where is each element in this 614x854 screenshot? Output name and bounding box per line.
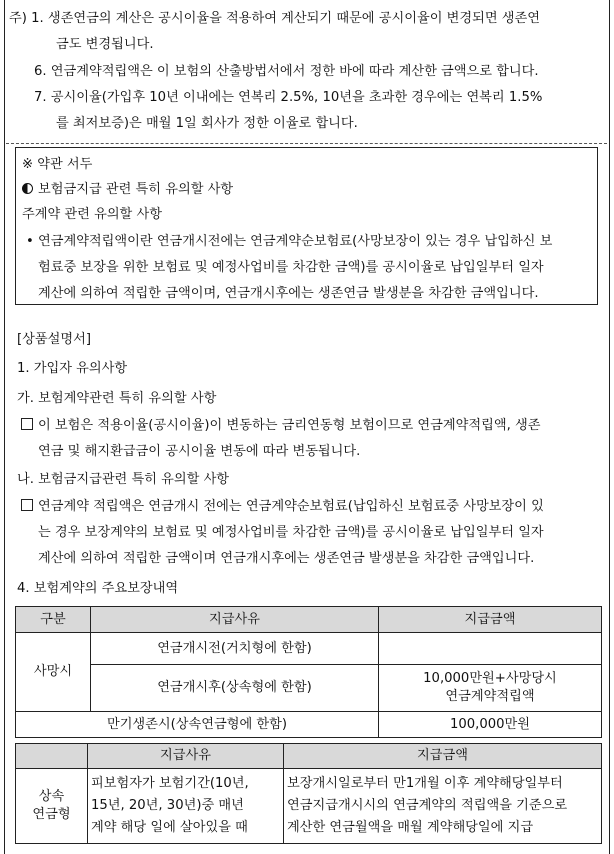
half-circle-icon (22, 183, 33, 194)
row3-reason: 만기생존시(상속연금형에 한함) (16, 712, 379, 738)
divider (6, 143, 607, 144)
header-reason: 지급사유 (88, 744, 284, 769)
page-border-right (609, 0, 610, 854)
terms-heading: ※ 약관 서두 (22, 157, 93, 172)
na-body-3: 계산에 의하여 적립한 금액이며 연금개시후에는 생존연금 발생분을 차감한 금액입니다. (38, 551, 535, 566)
na-body-1: 연금계약 적립액은 연금개시 전에는 연금계약순보험료(납입하신 보험료중 사망보장이 있 (21, 498, 544, 516)
table-row (16, 769, 602, 844)
death-label: 사망시 (16, 633, 91, 712)
row1-reason: 연금개시전(거치형에 한함) (91, 633, 379, 665)
terms-title: 주계약 관련 유의할 사항 (22, 207, 162, 222)
table-row (16, 633, 602, 665)
header-blank (16, 744, 88, 769)
na-title: 나. 보험금지급관련 특히 유의할 사항 (17, 472, 230, 487)
note-7: 7. 공시이율(가입후 10년 이내에는 연복리 2.5%, 10년을 초과한 경우에는 연복리 1.5% (34, 90, 543, 105)
header-amount: 지급금액 (379, 607, 602, 633)
row1-amount (379, 633, 602, 665)
terms-body-3: 계산에 의하여 적립한 금액이며, 연금개시후에는 생존연금 발생분을 차감한 금액입니다. (38, 286, 539, 301)
annuity-reason: 피보험자가 보험기간(10년, 15년, 20년, 30년)중 매년 계약 해당 일에 살아있을 때 (88, 769, 284, 844)
note-6: 6. 연금계약적립액은 이 보험의 산출방법서에서 정한 바에 따라 계산한 금액으로 합니다. (34, 64, 539, 79)
terms-body-1: • 연금계약적립액이란 연금개시전에는 연금계약순보험료(사망보장이 있는 경우 납입하신 보 (26, 234, 553, 249)
checkbox-icon (21, 418, 33, 430)
header-category: 구분 (16, 607, 91, 633)
header-reason: 지급사유 (91, 607, 379, 633)
table-header-row (16, 744, 602, 769)
note-1-cont: 금도 변경됩니다. (56, 37, 154, 52)
annuity-amount: 보장개시일로부터 만1개월 이후 계약해당일부터 연금지급개시시의 연금계약의 적립액을 기준으로 계산한 연금월액을 매월 계약해당일에 지급 (284, 769, 602, 844)
terms-box (15, 147, 598, 305)
ga-body-1: 이 보험은 적용이율(공시이율)이 변동하는 금리연동형 보험이므로 연금계약적립액, 생존 (21, 417, 540, 435)
item-4: 4. 보험계약의 주요보장내역 (17, 581, 179, 596)
table-header-row (16, 607, 602, 633)
annuity-type-label: 상속 연금형 (16, 769, 88, 844)
row2-amount: 10,000만원+사망당시 연금계약적립액 (379, 665, 602, 712)
terms-subheading: 보험금지급 관련 특히 유의할 사항 (22, 181, 233, 199)
coverage-table (15, 606, 602, 738)
annuity-table (15, 743, 602, 844)
row3-amount: 100,000만원 (379, 712, 602, 738)
terms-body-2: 험료중 보장을 위한 보험료 및 예정사업비를 차감한 금액)를 공시이율로 납입일부터 일자 (38, 260, 544, 275)
section-title: [상품설명서] (17, 332, 91, 347)
ga-title: 가. 보험계약관련 특히 유의할 사항 (17, 391, 217, 406)
checkbox-icon (21, 499, 33, 511)
ga-body-2: 연금 및 해지환급금이 공시이율 변동에 따라 변동됩니다. (38, 444, 361, 459)
table-row (16, 665, 602, 712)
page-border-left (4, 0, 5, 854)
item-1: 1. 가입자 유의사항 (17, 361, 128, 376)
note-1: 주) 1. 생존연금의 계산은 공시이율을 적용하여 계산되기 때문에 공시이율이 변경되면 생존연 (9, 11, 540, 26)
note-7-cont: 를 최저보증)은 매월 1일 회사가 정한 이율로 합니다. (56, 116, 358, 131)
na-body-2: 는 경우 보장계약의 보험료 및 예정사업비를 차감한 금액)를 공시이율로 납입일부터 일자 (38, 525, 544, 540)
table-row (16, 712, 602, 738)
header-amount: 지급금액 (284, 744, 602, 769)
row2-reason: 연금개시후(상속형에 한함) (91, 665, 379, 712)
